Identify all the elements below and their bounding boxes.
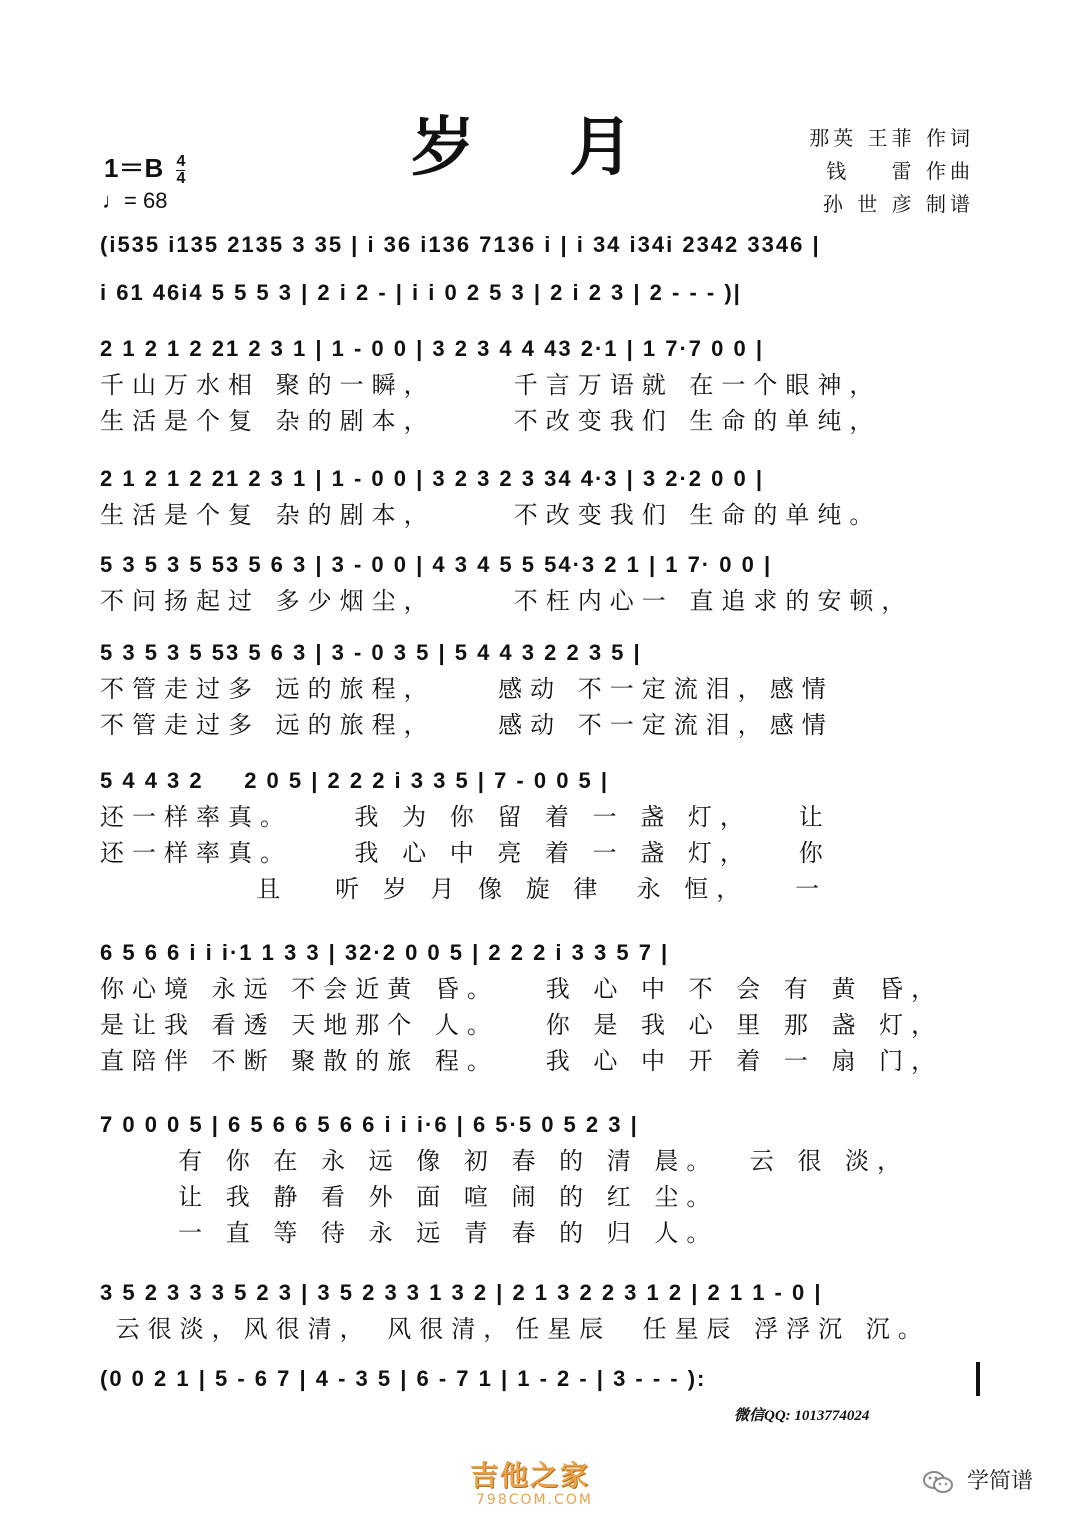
lyric-line: 生活是个复 杂的剧本， 不改变我们 生命的单纯， (100, 407, 882, 435)
score-row (100, 332, 980, 439)
key-label: 1＝B (104, 153, 164, 183)
notes-line: 2 1 2 1 2 21 2 3 1 | 1 - 0 0 | 3 2 3 4 4 43 2·1 | 1 7·7 0 0 | (100, 336, 764, 361)
lyric-line: 直陪伴 不断 聚散的旅 程。 我 心 中 开 着 一 扇 门， (100, 1047, 944, 1075)
lyric-line: 还一样率真。 我 心 中 亮 着 一 盏 灯， 你 (100, 839, 831, 867)
lyric-line: 你心境 永远 不会近黄 昏。 我 心 中 不 会 有 黄 昏， (100, 975, 944, 1003)
time-top: 4 (176, 152, 186, 170)
score-row (100, 1108, 980, 1251)
lyric-line: 不管走过多 远的旅程， 感动 不一定流泪，感情 (100, 675, 834, 703)
score-row (100, 276, 980, 311)
notes-line: i 61 46i4 5 5 5 3 | 2 i 2 - | i i 0 2 5 3 | 2 i 2 3 | 2 - - - )| (100, 280, 742, 305)
lyric-line: 有 你 在 永 远 像 初 春 的 清 晨。 云 很 淡， (100, 1147, 909, 1175)
lyric-line: 生活是个复 杂的剧本， 不改变我们 生命的单纯。 (100, 501, 882, 529)
credits (809, 122, 974, 221)
score-row (100, 548, 980, 619)
lyric-line: 还一样率真。 我 为 你 留 着 一 盏 灯， 让 (100, 803, 831, 831)
wechat-account-name: 学简谱 (967, 1469, 1034, 1494)
lyric-line: 不问扬起过 多少烟尘， 不枉内心一 直追求的安顿， (100, 587, 914, 615)
lyric-line: 不管走过多 远的旅程， 感动 不一定流泪，感情 (100, 711, 834, 739)
tempo-marking: ♩= 68 (102, 188, 168, 213)
lyric-line: 且 听 岁 月 像 旋 律 永 恒， 一 (100, 875, 828, 903)
lyric-line: 一 直 等 待 永 远 青 春 的 归 人。 (100, 1219, 719, 1247)
watermark-logo: 吉他之家 (470, 1459, 591, 1492)
notes-line: 7 0 0 0 5 | 6 5 6 6 5 6 6 i i i·6 | 6 5·5 0 5 2 3 | (100, 1112, 639, 1137)
wechat-icon (922, 1470, 954, 1494)
score-row (100, 228, 980, 263)
time-signature (176, 154, 185, 187)
time-bottom: 4 (176, 169, 186, 187)
score-row (100, 636, 980, 743)
score-row (100, 1276, 980, 1347)
credit-transcriber: 孙 世 彦 制谱 (822, 192, 974, 216)
notes-line: 5 3 5 3 5 53 5 6 3 | 3 - 0 3 5 | 5 4 4 3 2 2 3 5 | (100, 640, 642, 665)
contact-info: 微信QQ: 1013774024 (734, 1408, 870, 1424)
notes-line: (0 0 2 1 | 5 - 6 7 | 4 - 3 5 | 6 - 7 1 | 1 - 2 - | 3 - - - ): (100, 1366, 707, 1391)
lyric-line: 云很淡，风很清， 风很清，任星辰 任星辰 浮浮沉 沉。 (100, 1315, 930, 1343)
lyric-line: 千山万水相 聚的一瞬， 千言万语就 在一个眼神， (100, 371, 882, 399)
notes-line: 5 4 4 3 2 2 0 5 | 2 2 2 i 3 3 5 | 7 - 0 0 5 | (100, 768, 610, 793)
credit-lyricist: 那英 王菲 作词 (809, 126, 974, 150)
lyric-line: 让 我 静 看 外 面 喧 闹 的 红 尘。 (100, 1183, 719, 1211)
notes-line: 3 5 2 3 3 3 5 2 3 | 3 5 2 3 3 1 3 2 | 2 1 3 2 2 3 1 2 | 2 1 1 - 0 | (100, 1280, 823, 1305)
score-row (100, 936, 980, 1079)
credit-composer: 钱 雷 作曲 (826, 159, 974, 183)
wechat-badge (922, 1464, 1033, 1495)
notes-line: (i535 i135 2135 3 35 | i 36 i136 7136 i | i 34 i34i 2342 3346 | (100, 232, 821, 257)
score-row (100, 462, 980, 533)
lyric-line: 是让我 看透 天地那个 人。 你 是 我 心 里 那 盏 灯， (100, 1011, 944, 1039)
song-title: 岁 月 (410, 111, 670, 185)
notes-line: 5 3 5 3 5 53 5 6 3 | 3 - 0 0 | 4 3 4 5 5 54·3 2 1 | 1 7· 0 0 | (100, 552, 773, 577)
notes-line: 6 5 6 6 i i i·1 1 3 3 | 32·2 0 0 5 | 2 2 2 i 3 3 5 7 | (100, 940, 670, 965)
watermark-url: 798COM.COM (476, 1492, 593, 1508)
final-barline (976, 1362, 980, 1396)
score-row (100, 764, 980, 907)
score-row (100, 1362, 980, 1397)
notes-line: 2 1 2 1 2 21 2 3 1 | 1 - 0 0 | 3 2 3 2 3 34 4·3 | 3 2·2 0 0 | (100, 466, 764, 491)
key-signature (104, 148, 185, 187)
